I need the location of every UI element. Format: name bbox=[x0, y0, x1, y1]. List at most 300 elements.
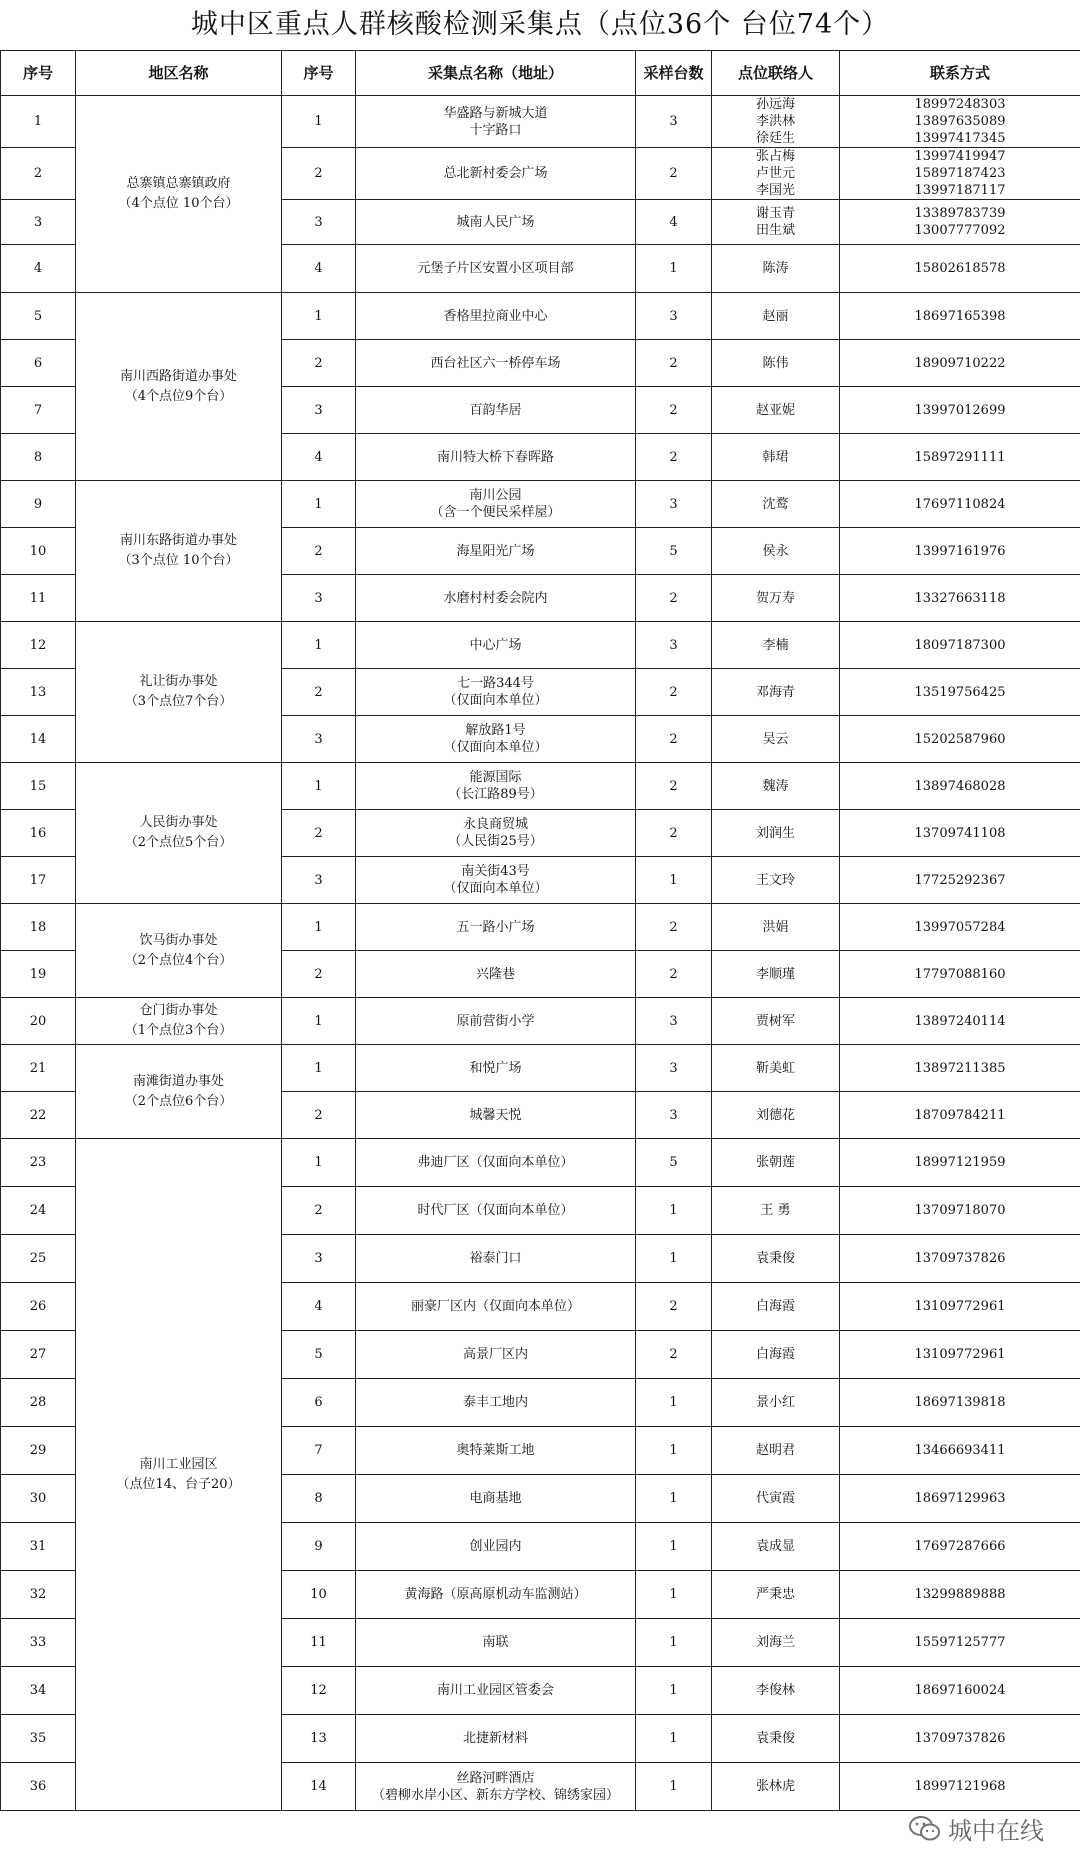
contact-person-line: 张林虎 bbox=[755, 1779, 795, 1794]
row-sub-index: 1 bbox=[282, 1139, 356, 1187]
contact-person-line: 李俊林 bbox=[755, 1683, 795, 1698]
table-row bbox=[1, 1139, 1080, 1187]
contact-phone-line: 18697139818 bbox=[914, 1395, 1006, 1410]
sampling-count: 2 bbox=[636, 1283, 712, 1331]
contact-person bbox=[712, 1235, 840, 1283]
sampling-count: 2 bbox=[636, 148, 712, 200]
row-index: 25 bbox=[1, 1235, 76, 1283]
site-name-line: 华盛路与新城大道 bbox=[443, 105, 548, 121]
row-index: 22 bbox=[1, 1092, 76, 1139]
region-summary: （点位14、台子20） bbox=[116, 1476, 241, 1492]
contact-phone bbox=[840, 1475, 1080, 1523]
row-sub-index: 13 bbox=[282, 1715, 356, 1763]
contact-phone-line: 13709718070 bbox=[914, 1203, 1006, 1218]
contact-phone bbox=[840, 1667, 1080, 1715]
site-name-line: 百韵华居 bbox=[469, 402, 522, 418]
row-sub-index: 2 bbox=[282, 340, 356, 387]
row-index: 24 bbox=[1, 1187, 76, 1235]
region-cell bbox=[76, 763, 282, 904]
contact-person bbox=[712, 340, 840, 387]
contact-phone bbox=[840, 96, 1080, 148]
table-row bbox=[1, 1045, 1080, 1092]
region-summary: （2个点位5个台） bbox=[124, 835, 233, 850]
region-name: 总寨镇总寨镇政府 bbox=[126, 176, 231, 191]
row-index: 32 bbox=[1, 1571, 76, 1619]
table-row bbox=[1, 763, 1080, 810]
contact-phone-line: 13709741108 bbox=[914, 825, 1006, 841]
region-cell bbox=[76, 1139, 282, 1811]
row-sub-index: 2 bbox=[282, 951, 356, 998]
sampling-count: 2 bbox=[636, 810, 712, 857]
contact-person bbox=[712, 293, 840, 340]
row-sub-index: 2 bbox=[282, 810, 356, 857]
row-sub-index: 11 bbox=[282, 1619, 356, 1667]
contact-phone-line: 18097187300 bbox=[914, 637, 1006, 653]
region-name: 饮马街办事处 bbox=[139, 932, 218, 948]
site-name-line: 丝路河畔酒店 bbox=[456, 1770, 535, 1786]
row-sub-index: 1 bbox=[282, 622, 356, 669]
contact-phone bbox=[840, 857, 1080, 904]
region-cell bbox=[76, 904, 282, 998]
watermark bbox=[908, 1811, 1044, 1846]
contact-phone bbox=[840, 951, 1080, 998]
site-name-line: 七一路344号 bbox=[457, 676, 534, 691]
contact-phone-line: 13897635089 bbox=[914, 114, 1006, 129]
row-sub-index: 1 bbox=[282, 1045, 356, 1092]
site-name bbox=[356, 669, 636, 716]
region-summary: （3个点位 10个台） bbox=[118, 553, 239, 568]
site-name-line: 南川工业园区管委会 bbox=[436, 1683, 554, 1698]
sampling-count: 3 bbox=[636, 998, 712, 1045]
row-sub-index: 1 bbox=[282, 96, 356, 148]
contact-person bbox=[712, 1331, 840, 1379]
contact-person-line: 刘海兰 bbox=[755, 1635, 795, 1650]
contact-person-line: 白海霞 bbox=[755, 1299, 795, 1314]
row-index: 33 bbox=[1, 1619, 76, 1667]
sampling-count: 3 bbox=[636, 1045, 712, 1092]
contact-phone-line: 13997012699 bbox=[914, 402, 1006, 418]
site-name-line: 高景厂区内 bbox=[462, 1347, 528, 1362]
site-name bbox=[356, 622, 636, 669]
contact-phone-line: 13109772961 bbox=[914, 1299, 1006, 1314]
site-name-line: 永良商贸城 bbox=[462, 817, 528, 832]
site-name bbox=[356, 1427, 636, 1475]
region-summary: （4个点位9个台） bbox=[124, 388, 233, 404]
contact-phone-line: 15802618578 bbox=[914, 261, 1006, 276]
contact-phone bbox=[840, 1619, 1080, 1667]
contact-person bbox=[712, 951, 840, 998]
row-index: 29 bbox=[1, 1427, 76, 1475]
contact-person-line: 景小红 bbox=[755, 1395, 795, 1410]
contact-phone-line: 18997121959 bbox=[914, 1155, 1006, 1170]
contact-phone bbox=[840, 1235, 1080, 1283]
row-sub-index: 2 bbox=[282, 669, 356, 716]
site-name-line: （碧柳水岸小区、新东方学校、锦绣家园） bbox=[371, 1787, 619, 1803]
site-name bbox=[356, 1475, 636, 1523]
site-name bbox=[356, 998, 636, 1045]
contact-person-line: 袁秉俊 bbox=[755, 1731, 795, 1746]
contact-phone bbox=[840, 1427, 1080, 1475]
contact-person bbox=[712, 998, 840, 1045]
site-name-line: 黄海路（原高原机动车监测站） bbox=[404, 1587, 587, 1602]
site-name-line: 水磨村村委会院内 bbox=[443, 590, 548, 606]
sampling-count: 2 bbox=[636, 763, 712, 810]
page-title: 城中区重点人群核酸检测采集点（点位36个 台位74个） bbox=[190, 9, 890, 40]
site-name-line: 南关街43号 bbox=[461, 864, 530, 879]
contact-phone-line: 15597125777 bbox=[914, 1635, 1006, 1650]
row-index: 12 bbox=[1, 622, 76, 669]
site-name bbox=[356, 387, 636, 434]
contact-phone bbox=[840, 575, 1080, 622]
row-sub-index: 1 bbox=[282, 481, 356, 528]
sampling-count: 1 bbox=[636, 245, 712, 293]
contact-person bbox=[712, 245, 840, 293]
row-index: 4 bbox=[1, 245, 76, 293]
region-name: 仓门街办事处 bbox=[139, 1003, 218, 1018]
row-sub-index: 5 bbox=[282, 1331, 356, 1379]
sampling-count: 2 bbox=[636, 434, 712, 481]
sampling-count: 2 bbox=[636, 1331, 712, 1379]
contact-person-line: 王文玲 bbox=[755, 872, 795, 888]
contact-phone bbox=[840, 340, 1080, 387]
site-name-line: 海星阳光广场 bbox=[456, 543, 535, 559]
sampling-count: 3 bbox=[636, 622, 712, 669]
contact-person-line: 刘德花 bbox=[755, 1107, 795, 1123]
row-index: 28 bbox=[1, 1379, 76, 1427]
site-name-line: 南川公园 bbox=[469, 488, 522, 503]
contact-phone bbox=[840, 1187, 1080, 1235]
contact-phone-line: 15897291111 bbox=[914, 449, 1006, 465]
contact-person-line: 李国光 bbox=[755, 183, 795, 198]
region-name: 礼让街办事处 bbox=[139, 674, 218, 689]
site-name-line: 和悦广场 bbox=[469, 1060, 522, 1076]
contact-person-line: 贾树军 bbox=[755, 1013, 795, 1029]
row-sub-index: 1 bbox=[282, 763, 356, 810]
collection-sites-table bbox=[0, 50, 1080, 1811]
contact-person bbox=[712, 481, 840, 528]
contact-person-line: 陈伟 bbox=[762, 355, 789, 371]
row-index: 23 bbox=[1, 1139, 76, 1187]
site-name-line: 解放路1号 bbox=[465, 723, 526, 738]
contact-person bbox=[712, 200, 840, 245]
table-row bbox=[1, 96, 1080, 148]
contact-phone bbox=[840, 200, 1080, 245]
row-index: 20 bbox=[1, 998, 76, 1045]
contact-phone bbox=[840, 1331, 1080, 1379]
site-name-line: （长江路89号） bbox=[448, 787, 543, 802]
contact-phone-line: 17697110824 bbox=[914, 496, 1006, 512]
site-name-line: 西台社区六一桥停车场 bbox=[430, 355, 561, 371]
contact-phone-line: 13389783739 bbox=[914, 206, 1006, 221]
site-name-line: （仅面向本单位） bbox=[443, 740, 548, 755]
site-name-line: 五一路小广场 bbox=[456, 919, 535, 935]
row-index: 34 bbox=[1, 1667, 76, 1715]
site-name-line: 城馨天悦 bbox=[469, 1107, 522, 1123]
site-name-line: 十字路口 bbox=[469, 122, 522, 138]
contact-phone-line: 13897468028 bbox=[914, 778, 1006, 794]
table-header-row bbox=[1, 51, 1080, 96]
contact-person-line: 王 勇 bbox=[760, 1203, 791, 1218]
site-name bbox=[356, 1523, 636, 1571]
contact-person-line: 徐廷生 bbox=[755, 131, 795, 146]
contact-phone bbox=[840, 1045, 1080, 1092]
region-name: 南川西路街道办事处 bbox=[119, 368, 237, 384]
site-name bbox=[356, 293, 636, 340]
contact-phone-line: 13007777092 bbox=[914, 223, 1006, 238]
site-name bbox=[356, 1763, 636, 1811]
row-sub-index: 3 bbox=[282, 575, 356, 622]
site-name-line: 北捷新材料 bbox=[462, 1731, 528, 1746]
row-index: 1 bbox=[1, 96, 76, 148]
contact-person bbox=[712, 148, 840, 200]
region-name: 南滩街道办事处 bbox=[132, 1073, 224, 1089]
site-name-line: （人民街25号） bbox=[448, 834, 543, 849]
contact-phone bbox=[840, 998, 1080, 1045]
site-name-line: 创业园内 bbox=[469, 1539, 522, 1554]
contact-phone-line: 13897240114 bbox=[914, 1013, 1006, 1029]
contact-phone-line: 13709737826 bbox=[914, 1251, 1006, 1266]
sampling-count: 1 bbox=[636, 1763, 712, 1811]
site-name bbox=[356, 763, 636, 810]
site-name-line: 总北新村委会广场 bbox=[443, 166, 548, 181]
sampling-count: 1 bbox=[636, 1187, 712, 1235]
contact-person bbox=[712, 810, 840, 857]
contact-person-line: 袁成显 bbox=[755, 1539, 795, 1554]
sampling-count: 1 bbox=[636, 1475, 712, 1523]
contact-phone bbox=[840, 1715, 1080, 1763]
row-sub-index: 6 bbox=[282, 1379, 356, 1427]
site-name-line: 南川特大桥下春晖路 bbox=[436, 449, 554, 465]
contact-phone-line: 18697165398 bbox=[914, 308, 1006, 324]
contact-person bbox=[712, 904, 840, 951]
contact-person bbox=[712, 96, 840, 148]
row-index: 36 bbox=[1, 1763, 76, 1811]
row-index: 18 bbox=[1, 904, 76, 951]
site-name bbox=[356, 1331, 636, 1379]
contact-phone-line: 13897211385 bbox=[914, 1060, 1006, 1076]
contact-person-line: 谢玉青 bbox=[755, 206, 795, 221]
contact-person bbox=[712, 1139, 840, 1187]
row-index: 16 bbox=[1, 810, 76, 857]
contact-person-line: 赵亚妮 bbox=[755, 402, 795, 418]
site-name bbox=[356, 857, 636, 904]
contact-person-line: 洪娟 bbox=[762, 919, 789, 935]
region-summary: （2个点位6个台） bbox=[124, 1093, 233, 1109]
contact-phone bbox=[840, 434, 1080, 481]
contact-phone bbox=[840, 1092, 1080, 1139]
sampling-count: 3 bbox=[636, 1092, 712, 1139]
row-index: 3 bbox=[1, 200, 76, 245]
row-sub-index: 3 bbox=[282, 387, 356, 434]
row-sub-index: 1 bbox=[282, 904, 356, 951]
region-cell bbox=[76, 481, 282, 622]
row-sub-index: 3 bbox=[282, 200, 356, 245]
contact-phone-line: 13466693411 bbox=[914, 1443, 1006, 1458]
sampling-count: 1 bbox=[636, 1571, 712, 1619]
site-name-line: （仅面向本单位） bbox=[443, 693, 548, 708]
sampling-count: 1 bbox=[636, 1427, 712, 1475]
site-name bbox=[356, 1283, 636, 1331]
contact-phone-line: 13109772961 bbox=[914, 1347, 1006, 1362]
row-sub-index: 2 bbox=[282, 148, 356, 200]
site-name bbox=[356, 716, 636, 763]
site-name bbox=[356, 1715, 636, 1763]
header-sub-index: 序号 bbox=[282, 51, 356, 96]
contact-person-line: 田生斌 bbox=[755, 223, 795, 238]
site-name bbox=[356, 1139, 636, 1187]
header-phone: 联系方式 bbox=[840, 51, 1080, 96]
contact-person-line: 李楠 bbox=[762, 637, 789, 653]
region-cell bbox=[76, 293, 282, 481]
row-index: 14 bbox=[1, 716, 76, 763]
contact-phone-line: 15202587960 bbox=[914, 731, 1006, 747]
site-name bbox=[356, 1667, 636, 1715]
contact-person-line: 严秉忠 bbox=[755, 1587, 795, 1602]
contact-phone-line: 18697129963 bbox=[914, 1491, 1006, 1506]
table-row bbox=[1, 904, 1080, 951]
contact-phone-line: 13299889888 bbox=[914, 1587, 1006, 1602]
contact-person bbox=[712, 1619, 840, 1667]
contact-phone bbox=[840, 481, 1080, 528]
contact-person bbox=[712, 1715, 840, 1763]
region-cell bbox=[76, 622, 282, 763]
site-name bbox=[356, 1571, 636, 1619]
row-sub-index: 1 bbox=[282, 293, 356, 340]
site-name-line: （含一个便民采样屋） bbox=[430, 505, 561, 520]
site-name-line: （仅面向本单位） bbox=[443, 881, 548, 896]
region-summary: （4个点位 10个台） bbox=[118, 196, 239, 211]
row-index: 11 bbox=[1, 575, 76, 622]
row-index: 19 bbox=[1, 951, 76, 998]
contact-phone-line: 18997121968 bbox=[914, 1779, 1006, 1794]
site-name bbox=[356, 810, 636, 857]
contact-person bbox=[712, 1667, 840, 1715]
sampling-count: 1 bbox=[636, 857, 712, 904]
sampling-count: 1 bbox=[636, 1715, 712, 1763]
contact-person-line: 赵明君 bbox=[755, 1443, 795, 1458]
contact-person bbox=[712, 528, 840, 575]
contact-phone-line: 18909710222 bbox=[914, 355, 1006, 371]
contact-person-line: 沈鹜 bbox=[762, 496, 789, 512]
contact-phone bbox=[840, 669, 1080, 716]
contact-person bbox=[712, 1763, 840, 1811]
region-cell bbox=[76, 1045, 282, 1139]
header-count: 采样台数 bbox=[636, 51, 712, 96]
site-name bbox=[356, 1235, 636, 1283]
contact-person bbox=[712, 434, 840, 481]
contact-phone bbox=[840, 1283, 1080, 1331]
site-name bbox=[356, 1092, 636, 1139]
contact-person-line: 卢世元 bbox=[755, 166, 795, 181]
contact-phone bbox=[840, 148, 1080, 200]
header-contact: 点位联络人 bbox=[712, 51, 840, 96]
contact-person-line: 靳美虹 bbox=[755, 1060, 795, 1076]
sampling-count: 2 bbox=[636, 340, 712, 387]
site-name-line: 香格里拉商业中心 bbox=[443, 308, 548, 324]
contact-phone bbox=[840, 763, 1080, 810]
sampling-count: 1 bbox=[636, 1523, 712, 1571]
region-cell bbox=[76, 96, 282, 293]
row-index: 17 bbox=[1, 857, 76, 904]
site-name-line: 电商基地 bbox=[469, 1491, 522, 1506]
contact-person-line: 邓海青 bbox=[755, 684, 795, 700]
contact-person bbox=[712, 575, 840, 622]
contact-phone-line: 17725292367 bbox=[914, 872, 1006, 888]
row-sub-index: 3 bbox=[282, 1235, 356, 1283]
contact-person bbox=[712, 1045, 840, 1092]
contact-phone bbox=[840, 245, 1080, 293]
site-name bbox=[356, 481, 636, 528]
contact-person-line: 白海霞 bbox=[755, 1347, 795, 1362]
row-index: 5 bbox=[1, 293, 76, 340]
region-summary: （2个点位4个台） bbox=[124, 952, 233, 968]
site-name-line: 弗迪厂区（仅面向本单位） bbox=[417, 1155, 574, 1170]
site-name bbox=[356, 1379, 636, 1427]
region-cell bbox=[76, 998, 282, 1045]
row-index: 30 bbox=[1, 1475, 76, 1523]
sampling-count: 1 bbox=[636, 1619, 712, 1667]
table-body bbox=[1, 96, 1080, 1811]
contact-phone-line: 13519756425 bbox=[914, 684, 1006, 700]
contact-person bbox=[712, 387, 840, 434]
row-index: 21 bbox=[1, 1045, 76, 1092]
table-row bbox=[1, 481, 1080, 528]
row-index: 10 bbox=[1, 528, 76, 575]
sampling-count: 1 bbox=[636, 1667, 712, 1715]
site-name-line: 兴隆巷 bbox=[475, 966, 515, 982]
contact-phone-line: 13709737826 bbox=[914, 1731, 1006, 1746]
site-name-line: 泰丰工地内 bbox=[462, 1395, 528, 1410]
contact-phone bbox=[840, 904, 1080, 951]
contact-person bbox=[712, 1571, 840, 1619]
sampling-count: 3 bbox=[636, 293, 712, 340]
row-sub-index: 9 bbox=[282, 1523, 356, 1571]
row-sub-index: 14 bbox=[282, 1763, 356, 1811]
row-sub-index: 3 bbox=[282, 857, 356, 904]
contact-person-line: 张朝莲 bbox=[755, 1155, 795, 1170]
contact-person bbox=[712, 669, 840, 716]
row-index: 8 bbox=[1, 434, 76, 481]
contact-person bbox=[712, 1427, 840, 1475]
row-sub-index: 3 bbox=[282, 716, 356, 763]
row-index: 13 bbox=[1, 669, 76, 716]
contact-person bbox=[712, 622, 840, 669]
watermark-text: 城中在线 bbox=[948, 1817, 1044, 1845]
contact-phone-line: 13997161976 bbox=[914, 543, 1006, 559]
row-index: 9 bbox=[1, 481, 76, 528]
header-site: 采集点名称（地址） bbox=[356, 51, 636, 96]
contact-phone-line: 13997419947 bbox=[914, 149, 1006, 164]
site-name bbox=[356, 96, 636, 148]
site-name-line: 裕泰门口 bbox=[469, 1251, 522, 1266]
row-sub-index: 4 bbox=[282, 434, 356, 481]
row-index: 15 bbox=[1, 763, 76, 810]
region-name: 南川东路街道办事处 bbox=[119, 533, 237, 548]
sampling-count: 2 bbox=[636, 904, 712, 951]
contact-person-line: 魏涛 bbox=[762, 778, 789, 794]
site-name-line: 南联 bbox=[482, 1635, 509, 1650]
contact-person bbox=[712, 1379, 840, 1427]
contact-phone-line: 17697287666 bbox=[914, 1539, 1006, 1554]
sampling-count: 1 bbox=[636, 1379, 712, 1427]
contact-person-line: 韩珺 bbox=[762, 449, 789, 465]
contact-phone bbox=[840, 293, 1080, 340]
site-name-line: 城南人民广场 bbox=[456, 214, 535, 230]
sampling-count: 2 bbox=[636, 669, 712, 716]
contact-phone bbox=[840, 622, 1080, 669]
site-name bbox=[356, 200, 636, 245]
sampling-count: 5 bbox=[636, 1139, 712, 1187]
